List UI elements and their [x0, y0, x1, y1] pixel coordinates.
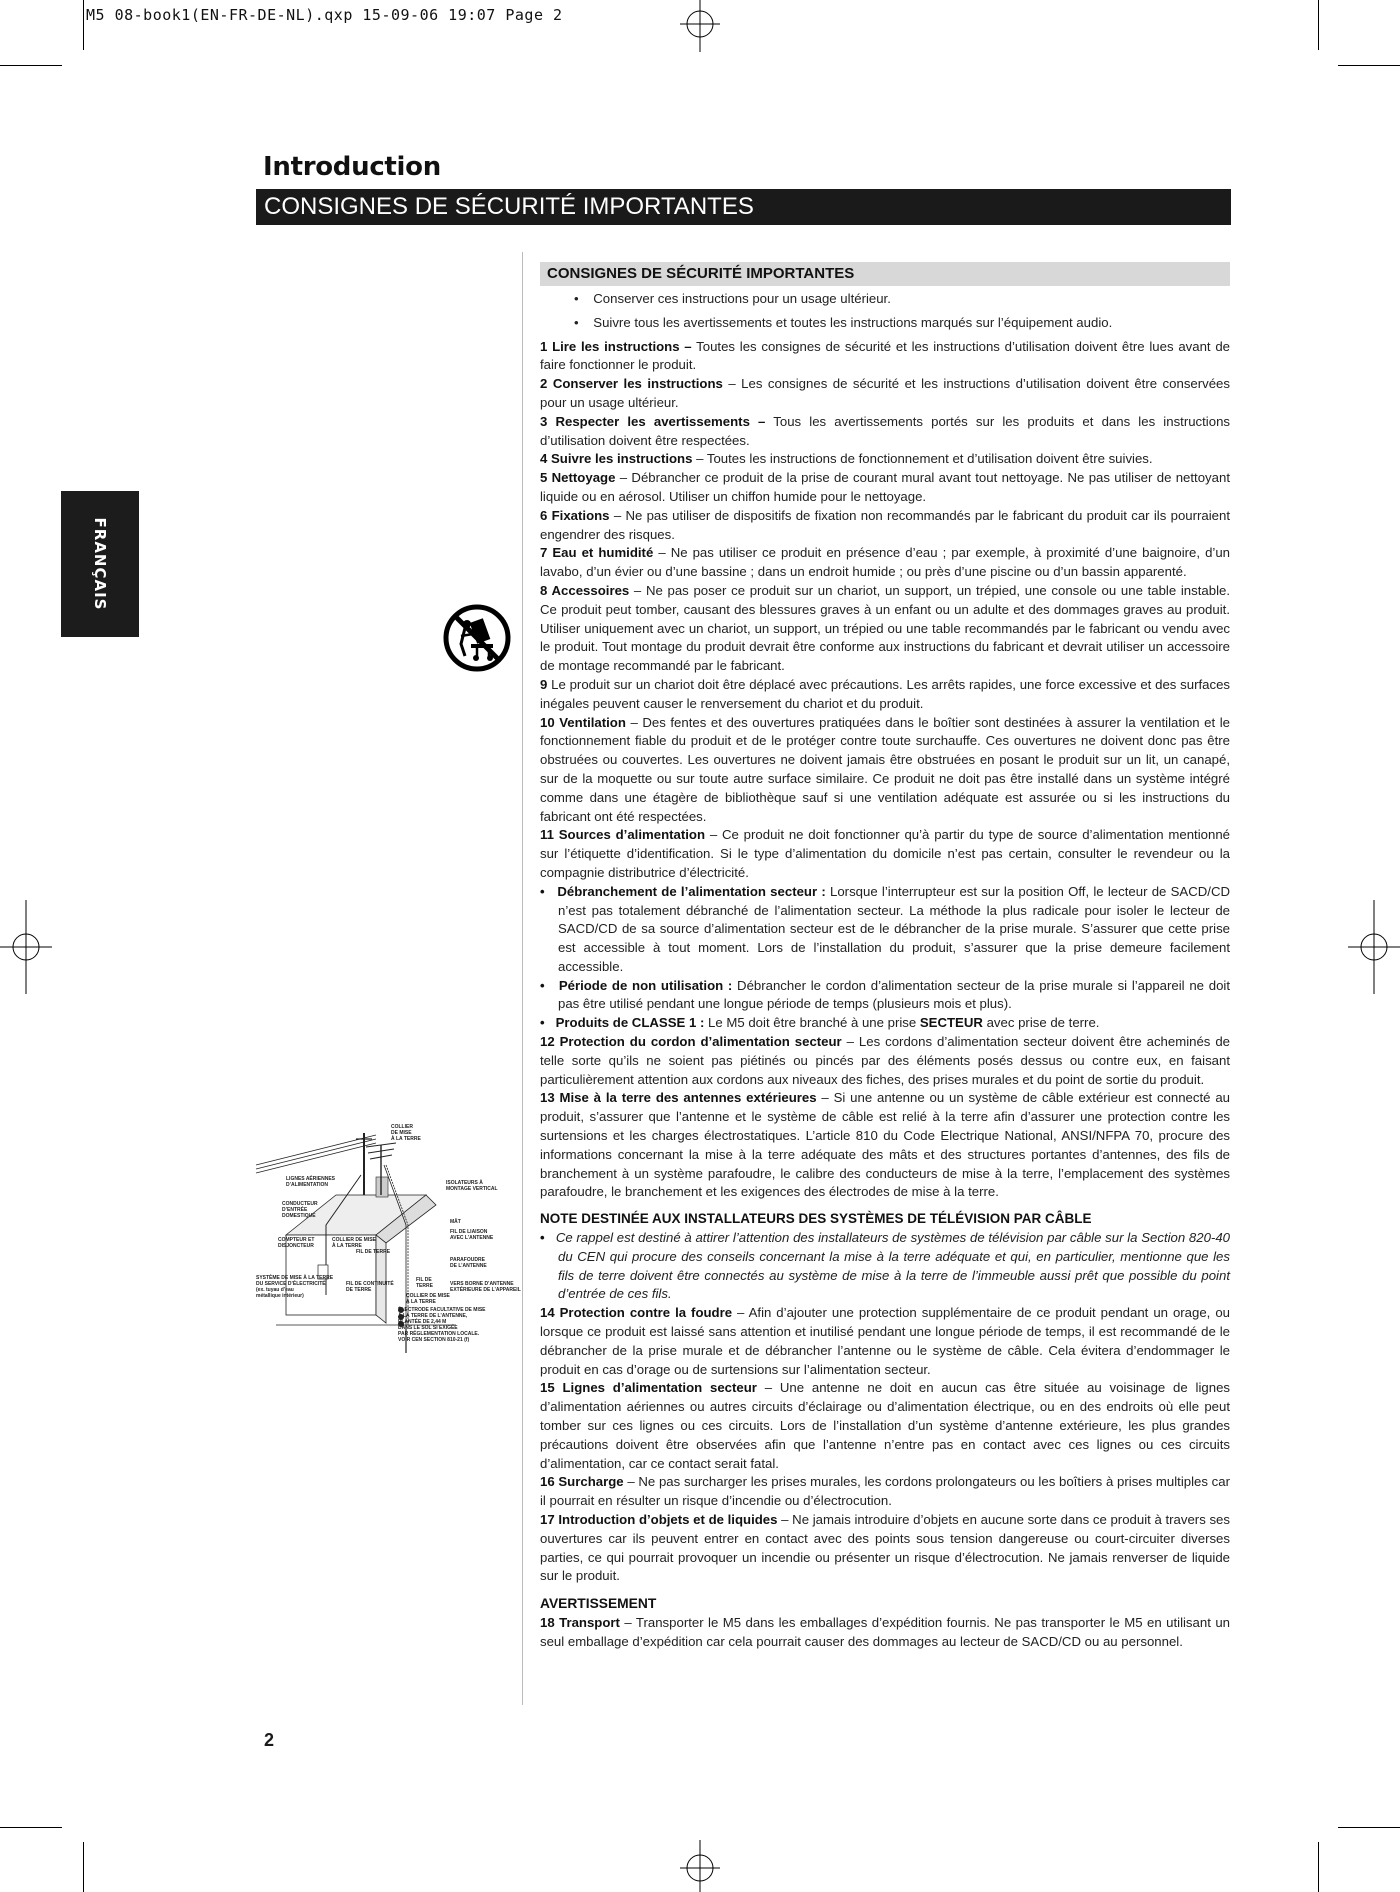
instruction-text: Le produit sur un chariot doit être déplacé avec précautions. Les arrêts rapides, une force excessive et des surfaces inégales peuvent causer le renversement du chariot et du produit. [540, 676, 1230, 711]
instruction-item [540, 544, 1230, 582]
crop-mark [83, 0, 84, 50]
diagram-label: À LA TERRE [406, 1299, 436, 1305]
instruction-label: 1 Lire les instructions – [540, 338, 692, 354]
diagram-label: PLANTÉE DE 2,44 M [398, 1319, 447, 1325]
power-bullet-text: avec prise de terre. [982, 1015, 1100, 1031]
diagram-label: DU SERVICE D’ÉLECTRICITÉ [256, 1281, 326, 1287]
crop-mark [0, 65, 62, 66]
svg-text:D’ALIMENTATION [286, 1182, 328, 1188]
diagram-label: PAR RÉGLEMENTATION LOCALE. [398, 1331, 480, 1337]
page-title-band: CONSIGNES DE SÉCURITÉ IMPORTANTES [256, 189, 1231, 225]
instruction-text: – Ne pas utiliser ce produit en présence d’eau ; par exemple, à proximité d’une baignoire, d’un lavabo, d’un évier ou d’une bassine ; dans un endroit humide ; ou près d’une piscine ou d’un bassin apparenté. [540, 545, 1230, 580]
instruction-label: 3 Respecter les avertissements – [540, 413, 766, 429]
instruction-text: – Des fentes et des ouvertures pratiquées dans le boîtier sont destinées à assurer la ventilation et le fonctionnement fiable du produit et de le protéger contre toute surchauffe. Ces ouvertures ne doivent donc pas être obstruées ou couvertes. Les ouvertures ne doivent jamais être obstruées en posant le produit sur un lit, un canapé, sur de la moquette ou sur toute autre surface similaire. Ce produit ne doit pas être installé dans un système intégré comme dans une étagère de bibliothèque sauf si une ventilation adéquate est assurée ou si les instructions du fabricant ont été respectées. [540, 714, 1231, 824]
section-title: Introduction [263, 152, 441, 182]
instruction-item [540, 507, 1230, 545]
crop-mark [1318, 1842, 1319, 1892]
power-bullet-text: Lorsque l’interrupteur est sur la position Off, le lecteur de SACD/CD n’est pas totalement débranché de l’alimentation secteur. La méthode la plus radicale pour isoler le lecteur de SACD/CD de sa source d’alimentation secteur est de le débrancher de la prise murale. S’assurer que cette prise est accessible à tout moment. Lors de l’installation du produit, s’assurer que la prise demeure facilement accessible. [558, 883, 1230, 974]
instruction-item [540, 338, 1230, 376]
svg-text:SYSTÈME DE MISE À LA TERRE [256, 1273, 334, 1281]
svg-text:ÉLECTRODE FACULTATIVE DE MISE [398, 1305, 486, 1313]
power-bullet-label: Produits de CLASSE 1 : [555, 1015, 705, 1031]
diagram-label: FIL DE TERRE [356, 1249, 391, 1255]
svg-text:EXTÉRIEURE DE L’APPAREIL [450, 1285, 521, 1293]
instruction-item [540, 450, 1230, 469]
intro-bullet: • Conserver ces instructions pour un usage ultérieur. [574, 291, 891, 306]
svg-text:LIGNES AÉRIENNES [286, 1174, 336, 1182]
instruction-item [540, 1304, 1230, 1379]
instruction-list [540, 1304, 1230, 1586]
instruction-text: – Les cordons d’alimentation secteur doivent être acheminés de telle sorte qu’ils ne soient pas piétinés ou pincés par des éléments posés dessus ou contre eux, en faisant particulièrement attention aux cordons aux niveaux des fiches, des prises murales et du point de sortie du produit. [540, 1034, 1231, 1087]
instruction-text: – Transporter le M5 dans les emballages d’expédition fournis. Ne pas transporter le M5 en utilisant un seul emballage d’expédition car cela pourrait causer des dommages au lecteur de SACD/CD ou au personnel. [540, 1614, 1230, 1649]
power-bullet: • Période de non utilisation : Débrancher le cordon d’alimentation secteur de la prise murale si l’appareil ne doit pas être utilisé pendant une longue période de temps (plusieurs mois et plus). [540, 977, 1230, 1012]
diagram-label: DE TERRE [346, 1287, 372, 1293]
power-bullet-emphasis: SECTEUR [919, 1015, 983, 1031]
diagram-label: (ex. tuyau d’eau [256, 1287, 294, 1293]
diagram-label: MONTAGE VERTICAL [446, 1186, 498, 1192]
crop-mark [0, 1827, 62, 1828]
language-tab-label: FRANÇAIS [91, 517, 109, 611]
instruction-item [540, 413, 1230, 451]
diagram-label: AVEC L’ANTENNE [450, 1235, 494, 1241]
diagram-label: VOIR CEN SECTION 810-21 (f) [398, 1337, 470, 1343]
svg-text:À LA TERRE [332, 1242, 362, 1249]
power-bullet-text: Débrancher le cordon d’alimentation secteur de la prise murale si l’appareil ne doit pas être utilisé pendant une longue période de temps (plusieurs mois et plus). [558, 977, 1230, 1012]
diagram-label: À LA TERRE [332, 1243, 362, 1249]
diagram-label: CONDUCTEUR [282, 1201, 318, 1207]
instruction-text: – Ce produit ne doit fonctionner qu’à partir du type de source d’alimentation mentionné sur l’étiquette d’identification. Si le type d’alimentation du domicile n’est pas certain, consulter le revendeur ou la compagnie distributrice d’électricité. [540, 827, 1230, 880]
diagram-label: COLLIER DE MISE [332, 1237, 376, 1243]
power-bullet-text: Le M5 doit être branché à une prise [704, 1015, 920, 1031]
svg-text:AVEC L’ANTENNE [450, 1235, 494, 1241]
instruction-item [540, 1089, 1230, 1202]
diagram-label: DOMESTIQUE [282, 1213, 316, 1219]
instruction-label: 11 Sources d’alimentation [540, 827, 706, 843]
diagram-label: COMPTEUR ET [278, 1237, 315, 1243]
instruction-text: Tous les avertissements portés sur les produits et dans les instructions d’utilisation doivent être respectées. [540, 413, 1231, 448]
svg-text:MÂT [450, 1218, 461, 1225]
safety-text-column [540, 262, 1230, 1652]
instruction-label: 18 Transport [540, 1614, 620, 1630]
diagram-label: TERRE [416, 1283, 433, 1289]
diagram-label: COLLIER DE MISE [406, 1293, 450, 1299]
instruction-text: – Toutes les instructions de fonctionnement et d’utilisation doivent être suivies. [692, 451, 1153, 467]
diagram-label: ÉLECTRODE FACULTATIVE DE MISE [398, 1307, 486, 1313]
instruction-list [540, 338, 1230, 883]
warning-heading: AVERTISSEMENT [540, 1596, 657, 1612]
registration-mark-top [680, 0, 720, 52]
diagram-label: DE L’ANTENNE [450, 1263, 487, 1269]
svg-text:À LA TERRE DE L’ANTENNE, [398, 1312, 468, 1319]
instruction-label: 6 Fixations [540, 507, 610, 523]
language-tab [61, 491, 139, 637]
svg-text:FIL DE TERRE [356, 1249, 391, 1255]
instruction-text: – Ne pas surcharger les prises murales, les cordons prolongateurs ou les boîtiers à prises multiples car il pourrait en résulter un risque d’incendie ou d’électrocution. [540, 1474, 1231, 1509]
svg-text:TERRE [416, 1283, 434, 1289]
diagram-label: SYSTÈME DE MISE À LA TERRE [256, 1275, 334, 1281]
instruction-label: 17 Introduction d’objets et de liquides [540, 1512, 778, 1527]
instruction-list [540, 1614, 1230, 1652]
crop-mark [1338, 65, 1400, 66]
instruction-label: 8 Accessoires [540, 582, 630, 598]
instruction-label: 5 Nettoyage [540, 470, 616, 486]
crop-mark [83, 1842, 84, 1892]
power-bullet: • Débranchement de l’alimentation secteur : Lorsque l’interrupteur est sur la position Off, le lecteur de SACD/CD n’est pas totalement débranché de l’alimentation secteur. La méthode la plus radicale pour isoler le lecteur de SACD/CD de sa source d’alimentation secteur est de le débrancher de la prise murale. S’assurer que cette prise est accessible à tout moment. Lors de l’installation du produit, s’assurer que la prise demeure facilement accessible. [540, 883, 1230, 974]
instruction-text: – Une antenne ne doit en aucun cas être située au voisinage de lignes d’alimentation aériennes ou autres circuits d’éclairage ou d’alimentation électrique, ou en des endroits où elle peut tomber sur ces lignes ou ces circuits. Lors de l’installation d’un système d’antenne extérieure, les plus grandes précautions doivent être observées afin que l’antenne n’entre pas en contact avec ces lignes ou ces circuits d’alimentation, car ce contact serait fatal. [540, 1380, 1231, 1471]
svg-text:DANS LE SOL SI EXIGÉE [398, 1323, 458, 1331]
diagram-label: D’ALIMENTATION [286, 1182, 329, 1188]
diagram-label: LIGNES AÉRIENNES [286, 1176, 335, 1182]
instruction-text: – Si une antenne ou un système de câble extérieur est connecté au produit, s’assurer que l’antenne et le système de câble est relié à la terre afin d’assurer une protection contre les surtensions et les charges électrostatiques. L’article 810 du Code Electrique National, ANSI/NFPA 70, procure des informations concernant la mise à la terre adéquate des mâts et des structures portantes d’antennes, des fils de branchement à un système parafoudre, le calibre des conducteurs de mise à la terre, l’emplacement des systèmes parafoudre, le branchement et les exigences des électrodes de mise à la terre. [540, 1090, 1230, 1200]
instruction-item [540, 1511, 1230, 1586]
instruction-item [540, 469, 1230, 507]
instruction-text: – Ne pas utiliser de dispositifs de fixation non recommandés par le fabricant du produit car ils pourraient engendrer des risques. [540, 507, 1230, 542]
diagram-label: À LA TERRE [391, 1136, 421, 1142]
diagram-label: MÂT [450, 1219, 461, 1225]
instruction-item [540, 826, 1230, 882]
registration-mark-bottom [680, 1840, 720, 1892]
instruction-text: Toutes les consignes de sécurité et les instructions d’utilisation doivent être lues avant de faire fonctionner le produit. [540, 338, 1230, 373]
instruction-label: 4 Suivre les instructions [540, 451, 693, 467]
cable-note: • Ce rappel est destiné à attirer l’attention des installateurs de systèmes de télévision par câble sur la Section 820-40 du CEN qui procure des conseils concernant la mise à la terre adéquate et qui, en particulier, mentionne que les fils de terre doivent être connectés au système de mise à la terre de l’immeuble aussi prêt que possible du point d’entrée de ces fils. [540, 1230, 1230, 1302]
crop-mark [1338, 1827, 1400, 1828]
instruction-label: 9 [540, 676, 548, 692]
instruction-text: – Ne jamais introduire d’objets en aucune sorte dans ce produit à travers ses ouvertures car ils peuvent entrer en contact avec des points sous tension dangereuse ou court-circuiter diverses parties, ce qui pourrait provoquer un incendie ou présenter un risque d’électrocution. Ne jamais renverser de liquide sur le produit. [540, 1512, 1230, 1584]
diagram-label: DE MISE [391, 1130, 412, 1136]
instruction-item [540, 582, 1230, 676]
svg-text:À LA TERRE [391, 1135, 421, 1142]
svg-text:DU SERVICE D’ÉLECTRICITÉ [256, 1279, 326, 1287]
instruction-item [540, 1473, 1230, 1511]
diagram-label: EXTÉRIEURE DE L’APPAREIL [450, 1287, 521, 1293]
svg-text:ISOLATEURS À [446, 1179, 483, 1186]
instruction-text: – Afin d’ajouter une protection supplémentaire de ce produit pendant un orage, ou lorsque ce produit est laissé sans attention et inutilisé pendant une longue période de temps, il est recommandé de le débrancher de la prise murale et de débrancher l’antenne ou le système de câble. Cela évitera d’endommager le produit en cas d’orage ou de surtensions sur l’alimentation secteur. [540, 1305, 1230, 1377]
cart-tipover-warning-icon [443, 604, 511, 672]
instruction-label: 14 Protection contre la foudre [540, 1305, 733, 1321]
diagram-label: D’ENTRÉE [282, 1207, 308, 1213]
svg-text:DOMESTIQUE [282, 1213, 316, 1219]
svg-text:VOIR CEN SECTION 810-21 (f) [398, 1337, 469, 1343]
instruction-text: – Les consignes de sécurité et les instructions d’utilisation doivent être conservées pour un usage ultérieur. [540, 376, 1230, 410]
intro-bullet: • Suivre tous les avertissements et toutes les instructions marqués sur l’équipement audio. [574, 314, 1113, 330]
svg-text:À LA TERRE [406, 1298, 436, 1305]
cable-note-heading: NOTE DESTINÉE AUX INSTALLATEURS DES SYSTÈMES DE TÉLÉVISION PAR CÂBLE [540, 1211, 1092, 1227]
instruction-label: 10 Ventilation [540, 714, 626, 730]
svg-text:métallique intérieur) [256, 1293, 304, 1299]
instruction-item [540, 375, 1230, 413]
diagram-label: FIL DE LIAISON [450, 1229, 488, 1235]
registration-mark-right [1348, 900, 1400, 994]
instruction-item [540, 1379, 1230, 1473]
diagram-label: VERS BORNE D’ANTENNE [450, 1281, 514, 1287]
diagram-label: métallique intérieur) [256, 1293, 304, 1299]
svg-text:PLANTÉE DE 2,44 M [398, 1317, 446, 1325]
registration-mark-left [0, 900, 52, 994]
svg-text:DISJONCTEUR [278, 1243, 314, 1249]
power-bullet-label: Période de non utilisation : [558, 977, 733, 993]
print-slug: M5 08-book1(EN-FR-DE-NL).qxp 15-09-06 19:07 Page 2 [86, 6, 563, 24]
diagram-label: DISJONCTEUR [278, 1243, 314, 1249]
instruction-label: 12 Protection du cordon d’alimentation secteur [540, 1034, 842, 1050]
safety-heading: CONSIGNES DE SÉCURITÉ IMPORTANTES [540, 262, 1230, 286]
power-bullet: • Produits de CLASSE 1 : Le M5 doit être branché à une prise SECTEUR avec prise de terre. [540, 1015, 1100, 1031]
diagram-label: FIL DE [416, 1277, 432, 1283]
diagram-label: ISOLATEURS À [446, 1180, 483, 1186]
power-bullets [540, 883, 1230, 1033]
page-number: 2 [264, 1730, 275, 1750]
svg-text:DE TERRE [346, 1287, 372, 1293]
instruction-list [540, 1033, 1230, 1202]
power-bullet-label: Débranchement de l’alimentation secteur : [557, 883, 826, 899]
svg-text:D’ENTRÉE [282, 1205, 308, 1213]
column-divider [522, 252, 523, 1705]
instruction-item [540, 714, 1230, 827]
svg-text:MONTAGE VERTICAL [446, 1186, 498, 1192]
instruction-label: 7 Eau et humidité [540, 545, 654, 561]
instruction-label: 15 Lignes d’alimentation secteur [540, 1380, 757, 1396]
antenna-grounding-diagram [256, 1124, 521, 1355]
diagram-label: À LA TERRE DE L’ANTENNE, [398, 1313, 468, 1319]
svg-text:FIL DE CONTINUITÉ [346, 1279, 394, 1287]
svg-text:DE L’ANTENNE [450, 1263, 487, 1269]
diagram-label: FIL DE CONTINUITÉ [346, 1281, 394, 1287]
instruction-text: – Débrancher ce produit de la prise de courant mural avant tout nettoyage. Ne pas utiliser de nettoyant liquide ou en aérosol. Utiliser un chiffon humide pour le nettoyage. [540, 470, 1230, 504]
diagram-label: PARAFOUDRE [450, 1257, 485, 1263]
instruction-item [540, 1033, 1230, 1089]
crop-mark [1318, 0, 1319, 50]
instruction-label: 13 Mise à la terre des antennes extérieures [540, 1090, 817, 1106]
instruction-label: 2 Conserver les instructions [540, 376, 723, 392]
instruction-text: – Ne pas poser ce produit sur un chariot, un support, un trépied, une console ou une table instable. Ce produit peut tomber, causant des blessures graves à un enfant ou un adulte et des dommages graves au produit. Utiliser uniquement avec un chariot, un support, un trépied ou une table recommandés par le fabricant ou vendu avec le produit. Tout montage du produit devrait être conforme aux instructions du fabricant et devrait utiliser un accessoire de montage recommandé par le fabricant. [540, 582, 1230, 674]
svg-text:PAR RÉGLEMENTATION LOCALE. [398, 1329, 480, 1337]
instruction-item [540, 1614, 1230, 1652]
instruction-item [540, 676, 1230, 714]
diagram-label: DANS LE SOL SI EXIGÉE [398, 1325, 458, 1331]
instruction-label: 16 Surcharge [540, 1474, 624, 1490]
diagram-label: COLLIER [391, 1124, 413, 1130]
